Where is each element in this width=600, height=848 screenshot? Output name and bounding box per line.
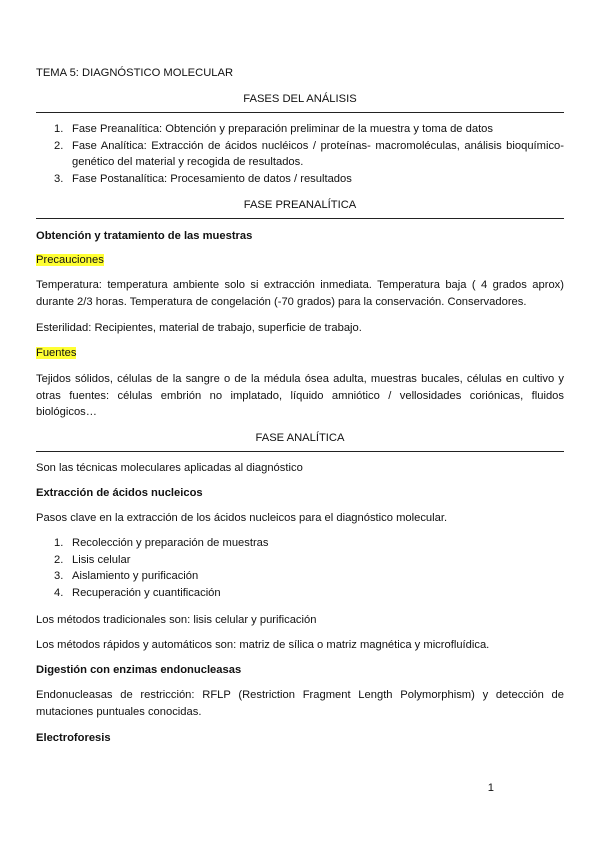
section-divider xyxy=(36,112,564,113)
phases-list xyxy=(36,121,564,187)
steps-list xyxy=(36,535,564,601)
list-item: 2. Lisis celular xyxy=(54,553,131,566)
subheading-obtencion: Obtención y tratamiento de las muestras xyxy=(36,230,253,242)
list-item: 2. Fase Analítica: Extracción de ácidos nucléicos / proteínas- macromoléculas, análisis bioquímico-genético del material y recogida de resultados. xyxy=(54,139,564,168)
section-heading-fases: FASES DEL ANÁLISIS xyxy=(243,93,357,105)
list-item: 4. Recuperación y cuantificación xyxy=(54,586,221,599)
subheading-digestion: Digestión con enzimas endonucleasas xyxy=(36,664,242,676)
list-item: 3. Fase Postanalítica: Procesamiento de datos / resultados xyxy=(54,172,352,185)
paragraph-temperatura: Temperatura: temperatura ambiente solo si extracción inmediata. Temperatura baja ( 4 grados aprox) durante 2/3 horas. Temperatura de congelación (-70 grados) para la conservación. Conservadores. xyxy=(36,279,564,308)
section-divider xyxy=(36,451,564,452)
highlight: Fuentes xyxy=(36,347,77,359)
paragraph-rapidos: Los métodos rápidos y automáticos son: matriz de sílica o matriz magnética y microfluídica. xyxy=(36,639,490,651)
section-heading-preanalitica: FASE PREANALÍTICA xyxy=(243,199,357,211)
list-item: 1. Fase Preanalítica: Obtención y preparación preliminar de la muestra y toma de datos xyxy=(54,123,493,135)
page-number: 1 xyxy=(487,782,494,794)
paragraph-esterilidad: Esterilidad: Recipientes, material de trabajo, superficie de trabajo. xyxy=(36,322,362,334)
section-heading-analitica: FASE ANALÍTICA xyxy=(255,432,345,444)
highlight: Precauciones xyxy=(36,254,104,266)
paragraph-tradicionales: Los métodos tradicionales son: lisis celular y purificación xyxy=(36,614,317,626)
label-precauciones xyxy=(36,252,564,269)
paragraph-tecnicas: Son las técnicas moleculares aplicadas al diagnóstico xyxy=(36,462,303,474)
subheading-extraccion: Extracción de ácidos nucleicos xyxy=(36,487,203,499)
section-divider xyxy=(36,218,564,219)
subheading-electroforesis: Electroforesis xyxy=(36,732,111,744)
paragraph-pasos: Pasos clave en la extracción de los ácidos nucleicos para el diagnóstico molecular. xyxy=(36,512,448,524)
list-item: 3. Aislamiento y purificación xyxy=(54,570,199,582)
paragraph-endonucleasas: Endonucleasas de restricción: RFLP (Restriction Fragment Length Polymorphism) y detección de mutaciones puntuales conocidas. xyxy=(36,689,564,718)
paragraph-tejidos: Tejidos sólidos, células de la sangre o de la médula ósea adulta, muestras bucales, células en cultivo y otras fuentes: células embrión no implatado, líquido amniótico / vellosidades coriónicas, fluidos biológicos… xyxy=(36,373,564,418)
topic-title: TEMA 5: DIAGNÓSTICO MOLECULAR xyxy=(36,67,234,79)
label-fuentes xyxy=(36,345,564,362)
list-item: 1. Recolección y preparación de muestras xyxy=(54,537,269,549)
